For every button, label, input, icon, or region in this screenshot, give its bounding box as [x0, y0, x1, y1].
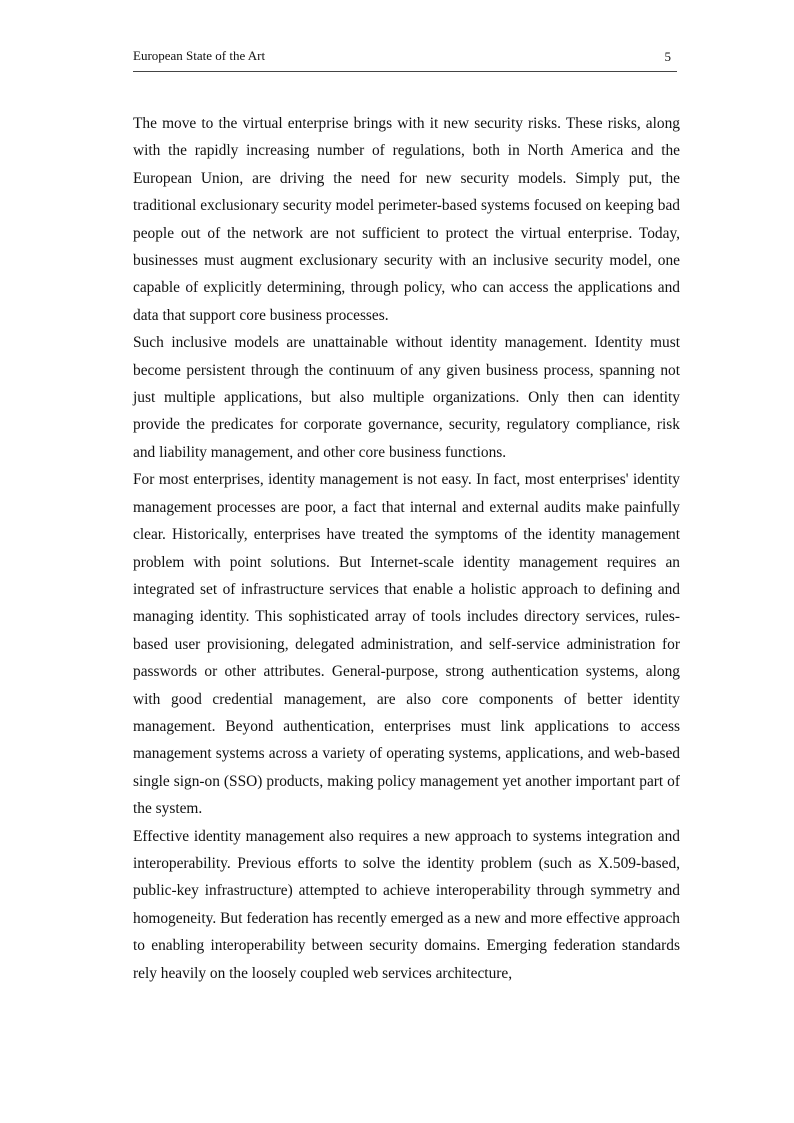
body-text: [133, 110, 680, 987]
page-header: [133, 46, 677, 66]
page-number: 5: [664, 49, 671, 64]
paragraph: For most enterprises, identity management is not easy. In fact, most enterprises' identity management processes are poor, a fact that internal and external audits make painfully clear. Historically, enterprises have treated the symptoms of the identity management problem with point solutions. But Internet-scale identity management requires an integrated set of infrastructure services that enable a holistic approach to defining and managing identity. This sophisticated array of tools includes directory services, rules-based user provisioning, delegated administration, and self-service administration for passwords or other attributes. General-purpose, strong authentication systems, along with good credential management, are also core components of better identity management. Beyond authentication, enterprises must link applications to access management systems across a variety of operating systems, applications, and web-based single sign-on (SSO) products, making policy management yet another important part of the system.: [133, 471, 680, 818]
paragraph: Such inclusive models are unattainable without identity management. Identity must become persistent through the continuum of any given business process, spanning not just multiple applications, but also multiple organizations. Only then can identity provide the predicates for corporate governance, security, regulatory compliance, risk and liability management, and other core business functions.: [133, 334, 680, 461]
running-header-title: European State of the Art: [133, 48, 266, 63]
paragraph: Effective identity management also requires a new approach to systems integration and interoperability. Previous efforts to solve the identity problem (such as X.509-based, public-key infrastructure) attempted to achieve interoperability through symmetry and homogeneity. But federation has recently emerged as a new and more effective approach to enabling interoperability between security domains. Emerging federation standards rely heavily on the loosely coupled web services architecture,: [133, 827, 680, 982]
header-rule: [133, 71, 677, 72]
paragraph: The move to the virtual enterprise brings with it new security risks. These risks, along with the rapidly increasing number of regulations, both in North America and the European Union, are driving the need for new security models. Simply put, the traditional exclusionary security model perimeter-based systems focused on keeping bad people out of the network are not sufficient to protect the virtual enterprise. Today, businesses must augment exclusionary security with an inclusive security model, one capable of explicitly determining, through policy, who can access the applications and data that support core business processes.: [133, 115, 680, 324]
